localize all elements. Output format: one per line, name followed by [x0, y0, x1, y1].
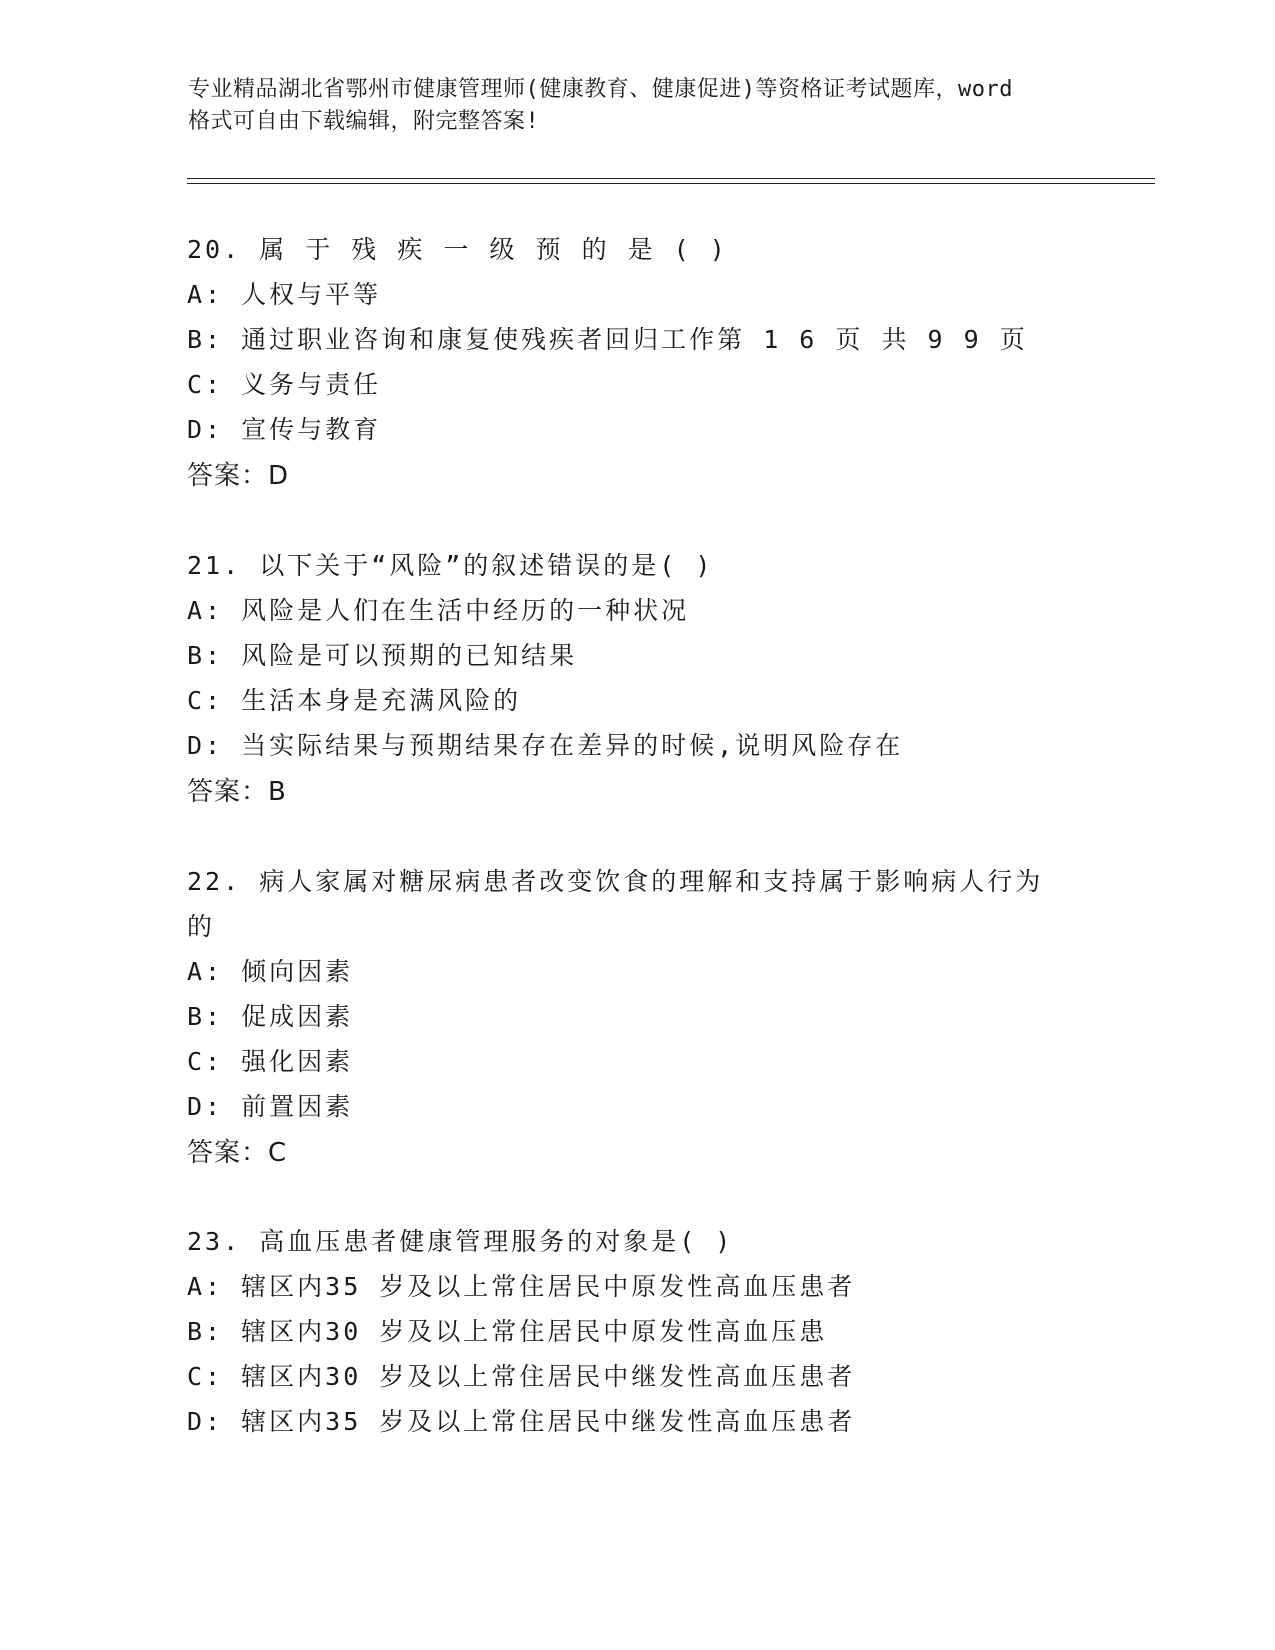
option-a: A: 风险是人们在生活中经历的一种状况: [187, 596, 690, 625]
option-d: D: 前置因素: [187, 1092, 354, 1121]
option-c: C: 生活本身是充满风险的: [187, 686, 522, 715]
question-stem-continued: 的: [187, 912, 216, 941]
option-c: C: 强化因素: [187, 1047, 354, 1076]
option-d: D: 宣传与教育: [187, 415, 382, 444]
option-a: A: 辖区内35 岁及以上常住居民中原发性高血压患者: [187, 1272, 856, 1301]
answer: 答案：B: [187, 777, 287, 807]
option-b: B: 通过职业咨询和康复使残疾者回归工作第 1 6 页 共 9 9 页: [187, 325, 1028, 354]
answer: 答案：D: [187, 461, 290, 491]
answer: 答案：C: [187, 1138, 288, 1168]
header-line-2: 格式可自由下载编辑，附完整答案!: [188, 109, 540, 134]
question-stem: 22. 病人家属对糖尿病患者改变饮食的理解和支持属于影响病人行为: [187, 867, 1044, 896]
question-stem: 21. 以下关于“风险”的叙述错误的是( ): [187, 551, 714, 580]
question-stem: 23. 高血压患者健康管理服务的对象是( ): [187, 1227, 734, 1256]
header-divider-bottom: [187, 183, 1155, 184]
option-a: A: 人权与平等: [187, 280, 382, 309]
option-d: D: 辖区内35 岁及以上常住居民中继发性高血压患者: [187, 1407, 856, 1436]
document-header: [188, 74, 1088, 138]
header-line-1: 专业精品湖北省鄂州市健康管理师(健康教育、健康促进)等资格证考试题库，word: [188, 77, 1013, 102]
option-b: B: 促成因素: [187, 1002, 354, 1031]
header-divider-top: [187, 178, 1155, 179]
question-stem: 20. 属 于 残 疾 一 级 预 的 是 ( ): [187, 235, 728, 264]
option-b: B: 风险是可以预期的已知结果: [187, 641, 578, 670]
option-b: B: 辖区内30 岁及以上常住居民中原发性高血压患: [187, 1317, 828, 1346]
option-c: C: 辖区内30 岁及以上常住居民中继发性高血压患者: [187, 1362, 856, 1391]
option-a: A: 倾向因素: [187, 957, 354, 986]
option-c: C: 义务与责任: [187, 370, 382, 399]
option-d: D: 当实际结果与预期结果存在差异的时候,说明风险存在: [187, 731, 904, 760]
